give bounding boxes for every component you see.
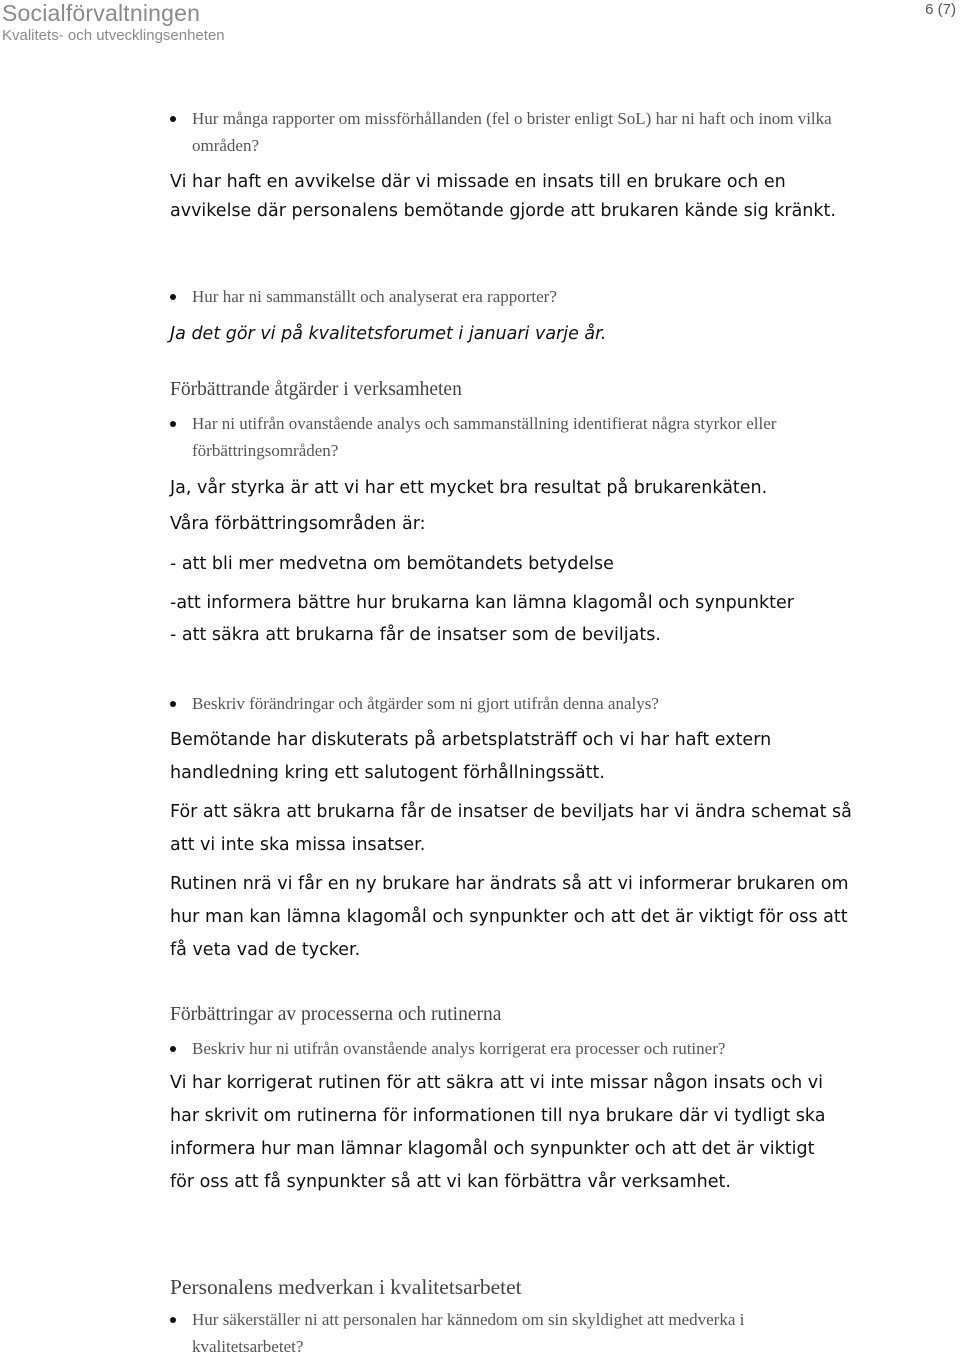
- section-heading: Förbättrande åtgärder i verksamheten: [170, 379, 462, 400]
- question-item: [170, 410, 850, 464]
- answer-line: - att bli mer medvetna om bemötandets betydelse: [170, 554, 614, 574]
- question-item: [170, 1035, 850, 1062]
- question-text: Beskriv förändringar och åtgärder som ni gjort utifrån denna analys?: [192, 694, 659, 713]
- unit-name: Kvalitets- och utvecklingsenheten: [2, 27, 225, 44]
- bullet-icon: [170, 116, 176, 122]
- bullet-icon: [170, 294, 176, 300]
- answer-text: Ja det gör vi på kvalitetsforumet i januari varje år.: [170, 324, 607, 344]
- answer-line: - att säkra att brukarna får de insatser som de beviljats.: [170, 625, 661, 645]
- question-text: Har ni utifrån ovanstående analys och sammanställning identifierat några styrkor eller förbättringsområden?: [192, 414, 777, 460]
- question-text: Beskriv hur ni utifrån ovanstående analys korrigerat era processer och rutiner?: [192, 1039, 726, 1058]
- answer-line: Ja, vår styrka är att vi har ett mycket bra resultat på brukarenkäten.: [170, 478, 768, 498]
- answer-line: -att informera bättre hur brukarna kan lämna klagomål och synpunkter: [170, 593, 794, 613]
- question-text: Hur har ni sammanställt och analyserat era rapporter?: [192, 287, 557, 306]
- answer-paragraph: Rutinen nrä vi får en ny brukare har ändrats så att vi informerar brukaren om hur man kan lämna klagomål och synpunkter och att det är viktigt för oss att få veta vad de tycker.: [170, 874, 849, 960]
- question-item: [170, 105, 850, 159]
- answer-paragraph: Vi har korrigerat rutinen för att säkra att vi inte missar någon insats och vi har skrivit om rutinerna för informationen till nya brukare där vi tydligt ska informera hur man lämnar klagomål och synpunkter och att det är viktigt för oss att få synpunkter så att vi kan förbättra vår verksamhet.: [170, 1073, 826, 1192]
- section-heading: Förbättringar av processerna och rutinerna: [170, 1004, 502, 1025]
- question-text: Hur säkerställer ni att personalen har kännedom om sin skyldighet att medverka i kvalitetsarbetet?: [192, 1310, 745, 1356]
- section-heading: Personalens medverkan i kvalitetsarbetet: [170, 1275, 522, 1299]
- question-text: Hur många rapporter om missförhållanden (fel o brister enligt SoL) har ni haft och inom vilka områden?: [192, 109, 832, 155]
- bullet-icon: [170, 1046, 176, 1052]
- answer-paragraph: För att säkra att brukarna får de insatser de beviljats har vi ändra schemat så att vi inte ska missa insatser.: [170, 802, 852, 855]
- answer-text: Vi har haft en avvikelse där vi missade en insats till en brukare och en avvikelse där personalens bemötande gjorde att brukaren kände sig kränkt.: [170, 172, 836, 221]
- question-item: [170, 1306, 850, 1360]
- bullet-icon: [170, 701, 176, 707]
- organization-name: Socialförvaltningen: [2, 0, 201, 26]
- question-item: [170, 690, 850, 717]
- bullet-icon: [170, 421, 176, 427]
- page-number: 6 (7): [925, 1, 956, 18]
- bullet-icon: [170, 1317, 176, 1323]
- answer-paragraph: Bemötande har diskuterats på arbetsplatsträff och vi har haft extern handledning kring ett salutogent förhållningssätt.: [170, 730, 772, 783]
- answer-line: Våra förbättringsområden är:: [170, 514, 426, 534]
- question-item: [170, 283, 850, 310]
